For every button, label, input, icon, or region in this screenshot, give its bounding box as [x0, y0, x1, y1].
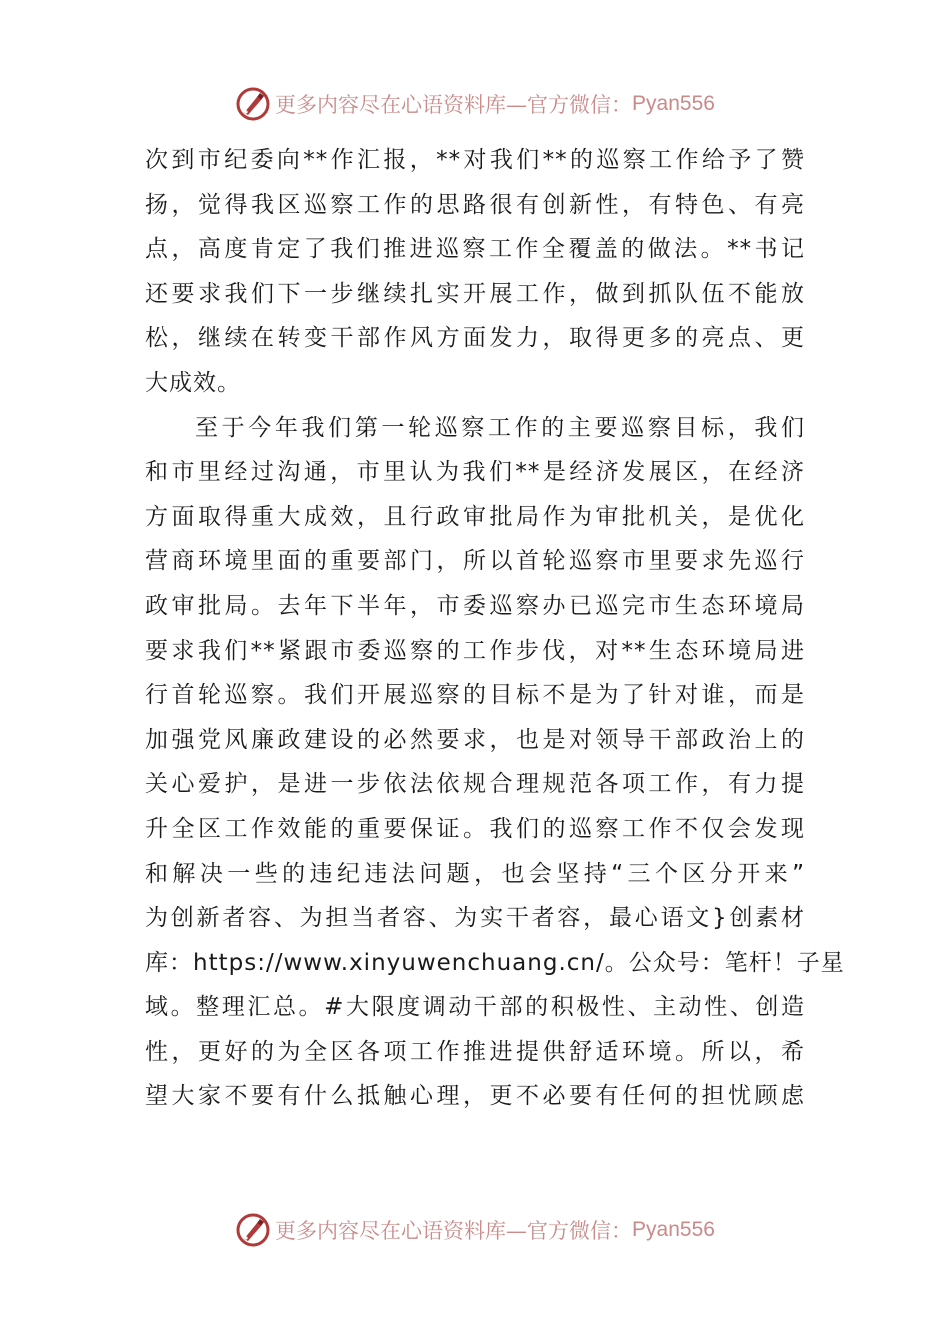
body-text-line: 为创新者容、为担当者容、为实干者容，最心语文}创素材 [145, 905, 805, 932]
body-text-line: 望大家不要有什么抵触心理，更不必要有任何的担忧顾虑 [145, 1083, 805, 1110]
banner-wechat-id: Pyan556 [632, 1218, 715, 1241]
body-text-line: 松，继续在转变干部作风方面发力，取得更多的亮点、更 [145, 325, 805, 352]
banner-text: 更多内容尽在心语资料库—官方微信： [275, 93, 633, 117]
body-text-line: 性，更好的为全区各项工作推进提供舒适环境。所以，希 [145, 1038, 805, 1065]
body-text-line: 升全区工作效能的重要保证。我们的巡察工作不仅会发现 [145, 815, 805, 842]
body-text-line: 加强党风廉政建设的必然要求，也是对领导干部政治上的 [145, 726, 805, 753]
body-text-line: 和解决一些的违纪违法问题，也会坚持“三个区分开来” [145, 860, 805, 887]
document-body [145, 138, 845, 1119]
body-text-line: 还要求我们下一步继续扎实开展工作，做到抓队伍不能放 [145, 280, 805, 307]
pen-nib-icon [235, 86, 271, 122]
body-text-line: 次到市纪委向**作汇报，**对我们**的巡察工作给予了赞 [145, 147, 805, 173]
body-text-line: 域。整理汇总。#大限度调动干部的积极性、主动性、创造 [145, 994, 805, 1021]
body-text-line: 扬，觉得我区巡察工作的思路很有创新性，有特色、有亮 [145, 191, 805, 218]
banner-text: 更多内容尽在心语资料库—官方微信： [275, 1219, 633, 1243]
body-text-line: 库：https://www.xinyuwenchuang.cn/。公众号：笔杆！子星 [145, 949, 845, 976]
body-text-line: 关心爱护，是进一步依法依规合理规范各项工作，有力提 [145, 771, 805, 798]
body-text-line: 大成效。 [145, 369, 241, 396]
body-text-line: 方面取得重大成效，且行政审批局作为审批机关，是优化 [145, 503, 805, 530]
body-text-line: 至于今年我们第一轮巡察工作的主要巡察目标，我们 [195, 414, 805, 441]
body-text-line: 要求我们**紧跟市委巡察的工作步伐，对**生态环境局进 [145, 637, 805, 664]
body-text-line: 政审批局。去年下半年，市委巡察办已巡完市生态环境局 [145, 592, 805, 619]
body-text-line: 营商环境里面的重要部门，所以首轮巡察市里要求先巡行 [145, 548, 805, 575]
body-text-line: 点，高度肯定了我们推进巡察工作全覆盖的做法。**书记 [145, 236, 805, 263]
body-text-line: 行首轮巡察。我们开展巡察的目标不是为了针对谁，而是 [145, 682, 805, 709]
banner-wechat-id: Pyan556 [632, 92, 715, 115]
footer-banner [0, 1210, 950, 1250]
header-banner [0, 84, 950, 124]
body-text-line: 和市里经过沟通，市里认为我们**是经济发展区，在经济 [145, 459, 805, 486]
pen-nib-icon [235, 1212, 271, 1248]
